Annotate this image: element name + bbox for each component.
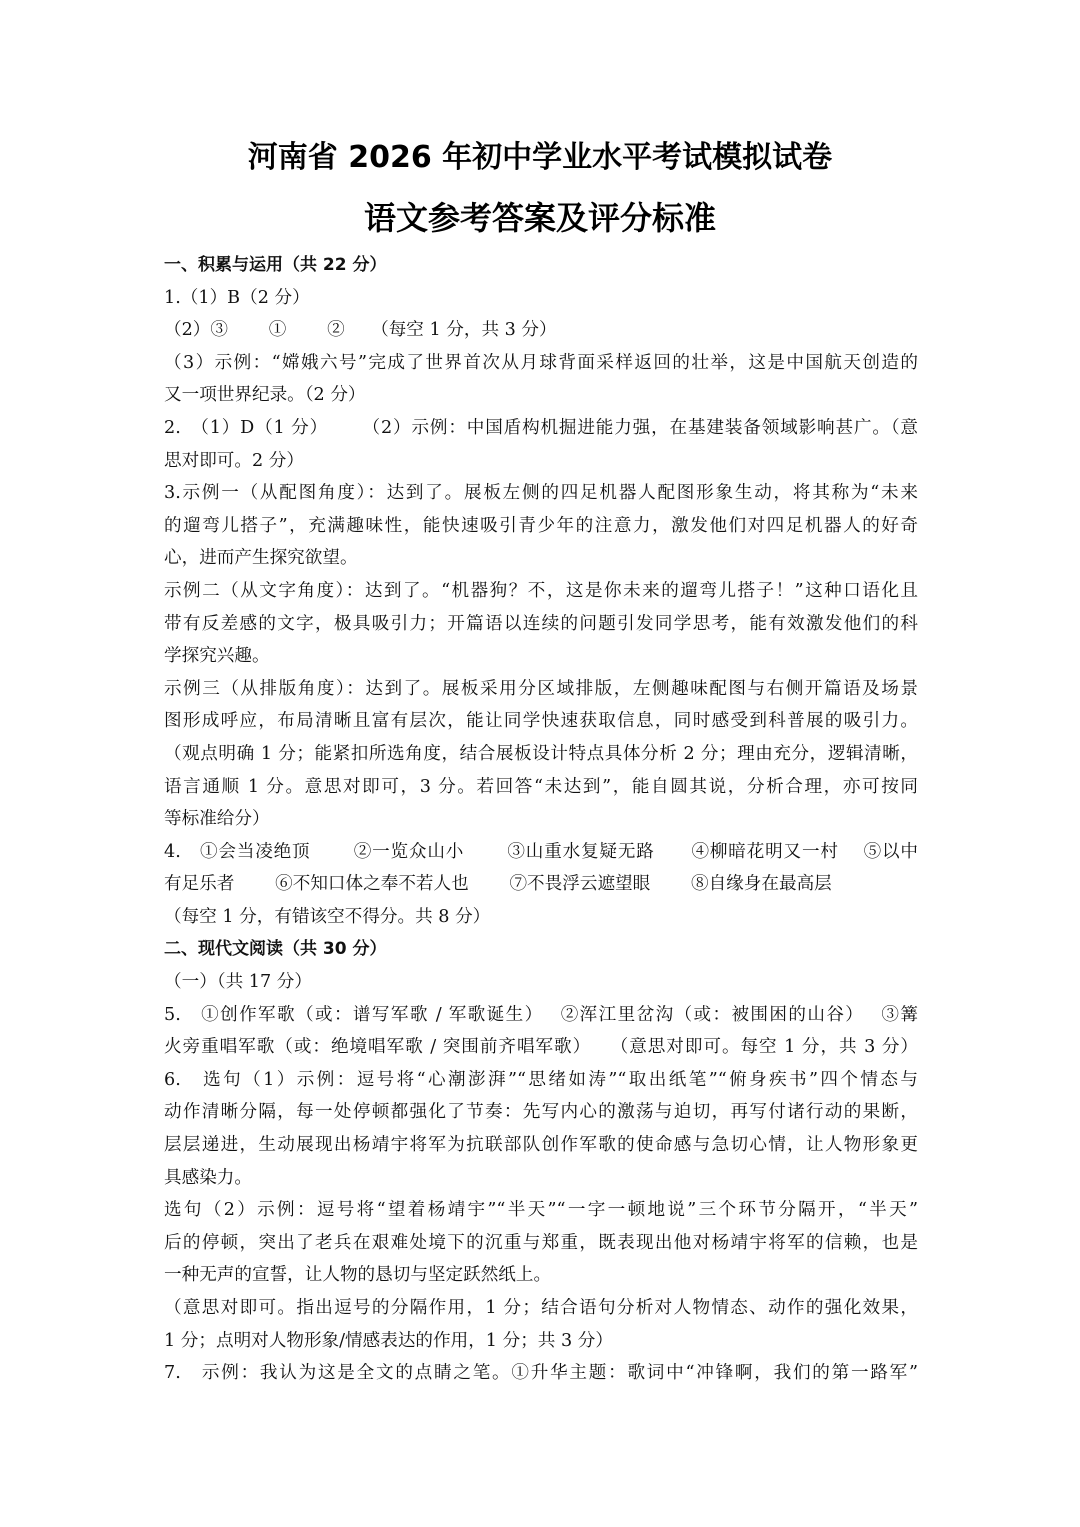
text-line: 动作清晰分隔，每一处停顿都强化了节奏：先写内心的激荡与迫切，再写付诸行动的果断， bbox=[164, 1102, 918, 1123]
text-line: 1.（1）B（2 分） bbox=[164, 287, 310, 308]
text-line: （每空 1 分，有错该空不得分。共 8 分） bbox=[164, 906, 491, 927]
text-line: 2. （1）D（1 分） （2）示例：中国盾构机掘进能力强，在基建装备领域影响甚广。（意 bbox=[164, 417, 918, 438]
text-line: （一）（共 17 分） bbox=[164, 972, 312, 993]
text-line: 心，进而产生探究欲望。 bbox=[164, 548, 358, 569]
document-subtitle: 语文参考答案及评分标准 bbox=[363, 199, 716, 237]
text-line: 4. ①会当凌绝顶 ②一览众山小 ③山重水复疑无路 ④柳暗花明又一村 ⑤以中 bbox=[164, 841, 918, 862]
text-line: 示例三（从排版角度）：达到了。展板采用分区域排版，左侧趣味配图与右侧开篇语及场景 bbox=[164, 678, 918, 699]
text-line: 一种无声的宣誓，让人物的恳切与坚定跃然纸上。 bbox=[164, 1265, 552, 1286]
text-line: 6. 选句（1）示例：逗号将“心潮澎湃”“思绪如涛”“取出纸笔”“俯身疾书”四个情态与 bbox=[164, 1069, 918, 1090]
text-line: 等标准给分） bbox=[164, 809, 270, 830]
text-line: 后的停顿，突出了老兵在艰难处境下的沉重与郑重，既表现出他对杨靖宇将军的信赖，也是 bbox=[164, 1232, 918, 1253]
text-line: （观点明确 1 分；能紧扣所选角度，结合展板设计特点具体分析 2 分；理由充分，逻辑清晰， bbox=[164, 743, 918, 764]
text-line: 又一项世界纪录。（2 分） bbox=[164, 385, 366, 406]
text-line: 火旁重唱军歌（或：绝境唱军歌 / 突围前齐唱军歌） （意思对即可。每空 1 分，共 3 分） bbox=[164, 1037, 918, 1058]
text-line: 的遛弯儿搭子”，充满趣味性，能快速吸引青少年的注意力，激发他们对四足机器人的好奇 bbox=[164, 515, 918, 536]
text-line: 思对即可。2 分） bbox=[164, 450, 304, 471]
text-line: （3）示例：“嫦娥六号”完成了世界首次从月球背面采样返回的壮举，这是中国航天创造的 bbox=[164, 352, 918, 373]
text-line: 有足乐者 ⑥不知口体之奉不若人也 ⑦不畏浮云遮望眼 ⑧自缘身在最高层 bbox=[164, 874, 832, 895]
text-line: （意思对即可。指出逗号的分隔作用，1 分；结合语句分析对人物情态、动作的强化效果， bbox=[164, 1298, 918, 1318]
text-line: 1 分；点明对人物形象/情感表达的作用，1 分；共 3 分） bbox=[164, 1330, 613, 1351]
text-line: 层层递进，生动展现出杨靖宇将军为抗联部队创作军歌的使命感与急切心情，让人物形象更 bbox=[164, 1135, 918, 1156]
text-line: 3.示例一（从配图角度）：达到了。展板左侧的四足机器人配图形象生动，将其称为“未来 bbox=[164, 483, 918, 504]
section-heading: 二、现代文阅读（共 30 分） bbox=[164, 939, 387, 960]
document-title: 河南省 2026 年初中学业水平考试模拟试卷 bbox=[247, 140, 833, 175]
text-line: 图形成呼应，布局清晰且富有层次，能让同学快速获取信息，同时感受到科普展的吸引力。 bbox=[164, 711, 918, 732]
answer-body bbox=[164, 249, 918, 1390]
section-heading: 一、积累与运用（共 22 分） bbox=[164, 255, 387, 275]
text-line: 语言通顺 1 分。意思对即可，3 分。若回答“未达到”，能自圆其说，分析合理，亦可按同 bbox=[164, 776, 918, 797]
text-line: （2）③ ① ② （每空 1 分，共 3 分） bbox=[164, 320, 557, 341]
text-line: 选句（2）示例：逗号将“望着杨靖宇”“半天”“一字一顿地说”三个环节分隔开，“半天” bbox=[164, 1200, 918, 1221]
text-line: 学探究兴趣。 bbox=[164, 646, 270, 667]
text-line: 示例二（从文字角度）：达到了。“机器狗？不，这是你未来的遛弯儿搭子！”这种口语化且 bbox=[164, 580, 918, 601]
text-line: 带有反差感的文字，极具吸引力；开篇语以连续的问题引发同学思考，能有效激发他们的科 bbox=[164, 613, 918, 634]
text-line: 具感染力。 bbox=[164, 1167, 252, 1188]
text-line: 7. 示例：我认为这是全文的点睛之笔。①升华主题：歌词中“冲锋啊，我们的第一路军” bbox=[164, 1363, 918, 1384]
text-line: 5. ①创作军歌（或：谱写军歌 / 军歌诞生） ②浑江里岔沟（或：被围困的山谷） ③篝 bbox=[164, 1004, 918, 1025]
